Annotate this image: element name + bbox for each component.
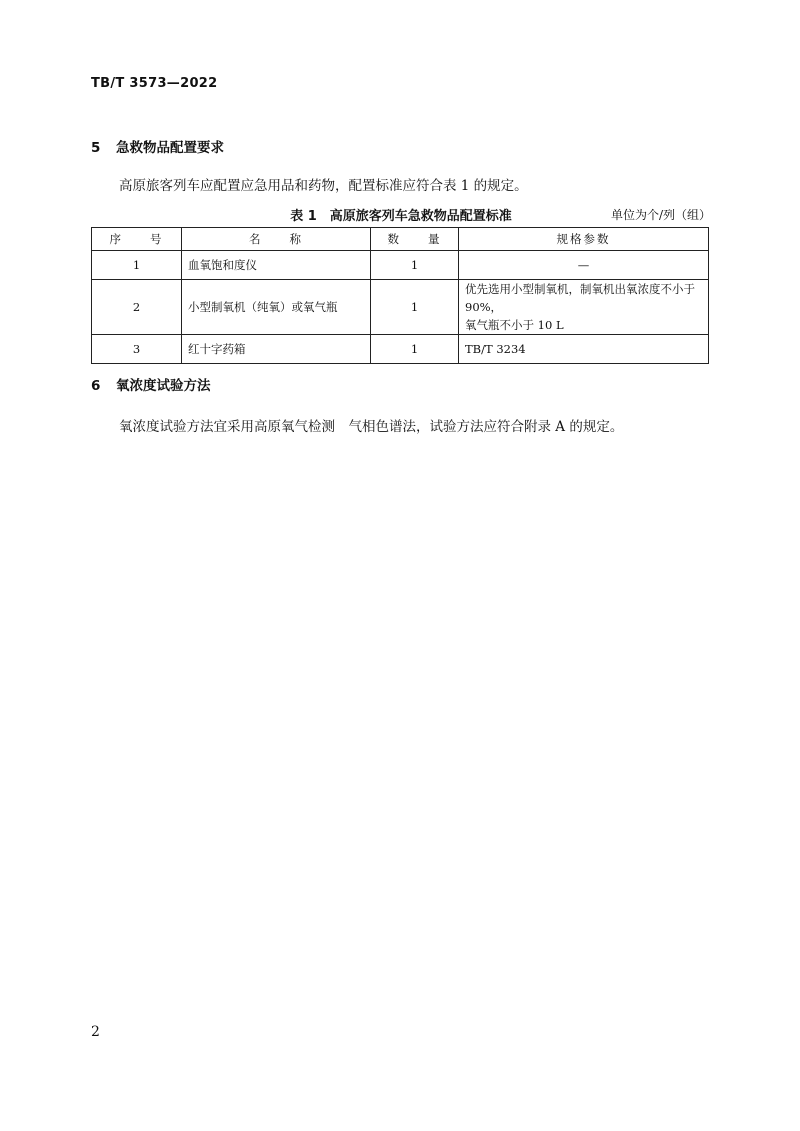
cell-name: 小型制氧机（纯氧）或氧气瓶 [182, 280, 371, 335]
section-5-heading [91, 136, 224, 156]
first-aid-table [91, 227, 709, 364]
cell-name: 红十字药箱 [182, 335, 371, 364]
section-6-number: 6 [91, 378, 101, 394]
section-5-title: 急救物品配置要求 [116, 140, 224, 156]
standard-number: TB/T 3573—2022 [91, 76, 218, 91]
cell-spec [459, 280, 709, 335]
section-6-title: 氧浓度试验方法 [116, 378, 211, 394]
table-unit: 单位为个/列（组） [610, 208, 711, 222]
page-number: 2 [91, 1024, 100, 1040]
header-qty: 数 量 [371, 228, 459, 251]
header-spec: 规格参数 [459, 228, 709, 251]
cell-qty: 1 [371, 280, 459, 335]
section-5-paragraph: 高原旅客列车应配置应急用品和药物，配置标准应符合表 1 的规定。 [119, 178, 528, 194]
table-row [92, 251, 709, 280]
header-name: 名 称 [182, 228, 371, 251]
cell-spec: — [459, 251, 709, 280]
cell-qty: 1 [371, 251, 459, 280]
table-row [92, 335, 709, 364]
cell-spec-line-2: 氧气瓶不小于 10 L [465, 318, 564, 332]
cell-qty: 1 [371, 335, 459, 364]
cell-spec-line-1: 优先选用小型制氧机，制氧机出氧浓度不小于 90%， [465, 282, 695, 314]
table-title: 表 1 高原旅客列车急救物品配置标准 [290, 209, 512, 224]
table-row [92, 280, 709, 335]
section-5-number: 5 [91, 140, 101, 156]
cell-spec: TB/T 3234 [459, 335, 709, 364]
cell-name: 血氧饱和度仪 [182, 251, 371, 280]
cell-seq: 3 [92, 335, 182, 364]
table-caption [91, 205, 711, 223]
header-seq: 序 号 [92, 228, 182, 251]
section-6-paragraph: 氧浓度试验方法宜采用高原氧气检测 气相色谱法，试验方法应符合附录 A 的规定。 [119, 419, 624, 435]
cell-seq: 2 [92, 280, 182, 335]
table-header-row [92, 228, 709, 251]
cell-seq: 1 [92, 251, 182, 280]
section-6-heading [91, 374, 211, 394]
